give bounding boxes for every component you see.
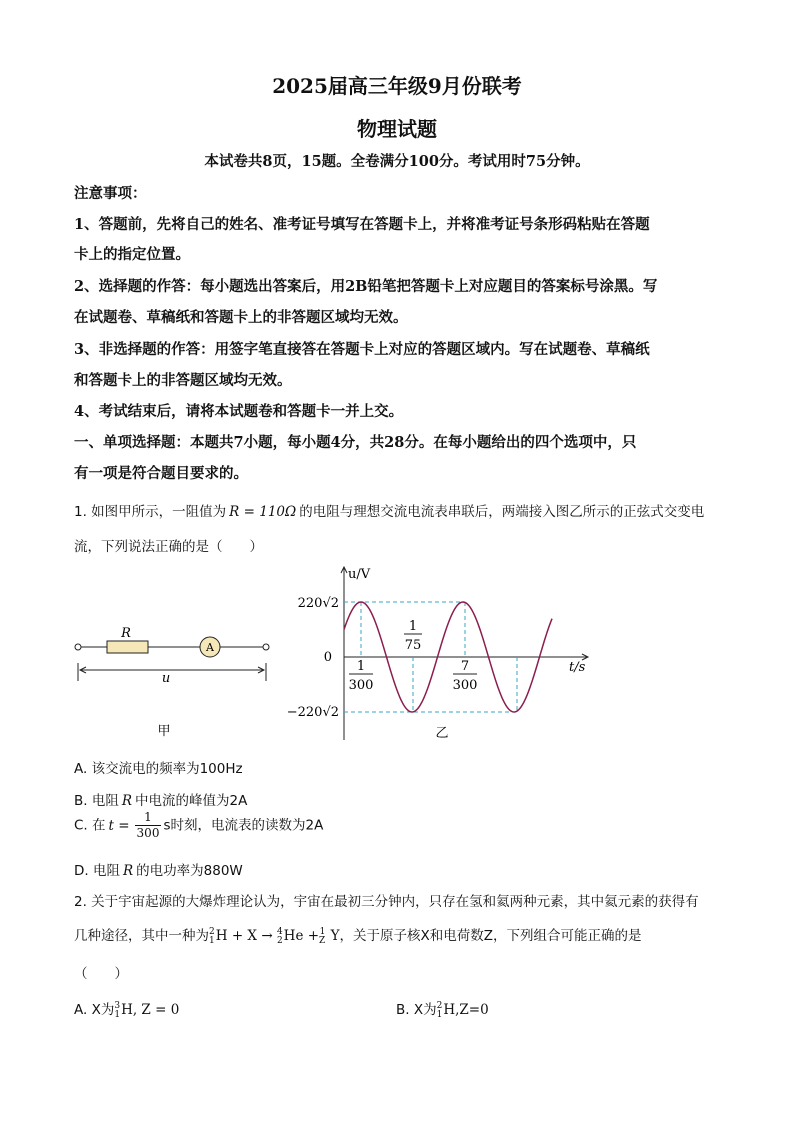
voltage-label: u: [161, 671, 171, 686]
tick-label-1-75: [404, 619, 422, 653]
ammeter-label: A: [206, 641, 214, 654]
svg-text:75: 75: [404, 638, 422, 653]
terminal-left: [75, 644, 81, 650]
section1-line2: 有一项是符合题目要求的。: [74, 465, 248, 482]
svg-text:300: 300: [348, 678, 374, 693]
notice-heading: 注意事项：: [74, 185, 147, 202]
q1-option-d[interactable]: D. 电阻 R 的电功率为880W: [74, 863, 243, 879]
q1-option-a[interactable]: A. 该交流电的频率为100Hz: [74, 761, 243, 777]
q1-resistance-formula: R = 110Ω: [229, 504, 297, 520]
q2-stem-line2: 几种途径，其中一种为 2 1 H + X → 4 2 He + 1 Z Y，关于原子核X和电荷数Z，下列组合可能正确的是: [74, 926, 642, 946]
svg-text:1: 1: [408, 619, 418, 634]
figure-yi-caption: 乙: [435, 726, 449, 741]
voltage-sine-chart: [282, 560, 594, 745]
q1-stem-line1: 1. 如图甲所示，一阻值为 R = 110Ω 的电阻与理想交流电流表串联后，两端接入图乙所示的正弦式交变电: [74, 504, 705, 520]
q1-option-c[interactable]: C. 在 t = $\frac{1}{300}$ s时刻，电流表的读数为2A: [74, 810, 324, 840]
resistor-symbol: [107, 641, 148, 653]
exam-title: 2025届高三年级9月份联考: [272, 74, 522, 98]
tick-label-7-300: [453, 659, 478, 693]
notice-item3-line2: 和答题卡上的非答题区域均无效。: [74, 372, 292, 389]
q2-option-b[interactable]: B. X为 2 1 H,Z=0: [396, 1000, 489, 1020]
q1-stem-line2: 流，下列说法正确的是（ ）: [74, 539, 263, 555]
resistor-label: R: [121, 626, 131, 641]
q2-stem-line1: 2. 关于宇宙起源的大爆炸理论认为，宇宙在最初三分钟内，只存在氢和氦两种元素，其中氦元素的获得有: [74, 894, 699, 910]
notice-item4: 4、考试结束后，请将本试题卷和答题卡一并上交。: [74, 403, 404, 420]
q1-option-c-fraction: $\frac{1}{300}$: [136, 810, 160, 840]
notice-item3-line1: 3、非选择题的作答：用签字笔直接答在答题卡上对应的答题区域内。写在试题卷、草稿纸: [74, 341, 650, 358]
exam-info: 本试卷共8页，15题。全卷满分100分。考试用时75分钟。: [204, 153, 590, 170]
q2-option-a[interactable]: A. X为 3 1 H, Z = 0: [74, 1000, 180, 1020]
notice-item1-line2: 卡上的指定位置。: [74, 246, 190, 263]
figure-jia-caption: 甲: [157, 724, 171, 739]
trough-label: −220√2: [286, 705, 339, 720]
circuit-figure-jia: [66, 618, 281, 743]
tick-label-1-300: [349, 659, 374, 693]
y-axis-label: u/V: [348, 567, 371, 582]
svg-text:300: 300: [452, 678, 478, 693]
notice-item2-line1: 2、选择题的作答：每小题选出答案后，用2B铅笔把答题卡上对应题目的答案标号涂黑。写: [74, 278, 658, 295]
x-axis-label: t/s: [569, 660, 586, 675]
section1-line1: 一、单项选择题：本题共7小题，每小题4分，共28分。在每小题给出的四个选项中，只: [74, 434, 637, 451]
svg-text:1: 1: [356, 659, 366, 674]
peak-label: 220√2: [297, 596, 339, 611]
svg-text:7: 7: [460, 659, 470, 674]
nuclear-equation: 2 1 H + X → 4 2 He + 1 Z Y: [209, 926, 340, 946]
q1-option-b[interactable]: B. 电阻 R 中电流的峰值为2A: [74, 793, 248, 809]
notice-item2-line2: 在试题卷、草稿纸和答题卡上的非答题区域均无效。: [74, 309, 408, 326]
subject-title: 物理试题: [357, 117, 437, 141]
notice-item1-line1: 1、答题前，先将自己的姓名、准考证号填写在答题卡上，并将准考证号条形码粘贴在答题: [74, 216, 650, 233]
terminal-right: [263, 644, 269, 650]
origin-label: 0: [323, 650, 332, 665]
q2-stem-line3: （ ）: [74, 966, 128, 982]
